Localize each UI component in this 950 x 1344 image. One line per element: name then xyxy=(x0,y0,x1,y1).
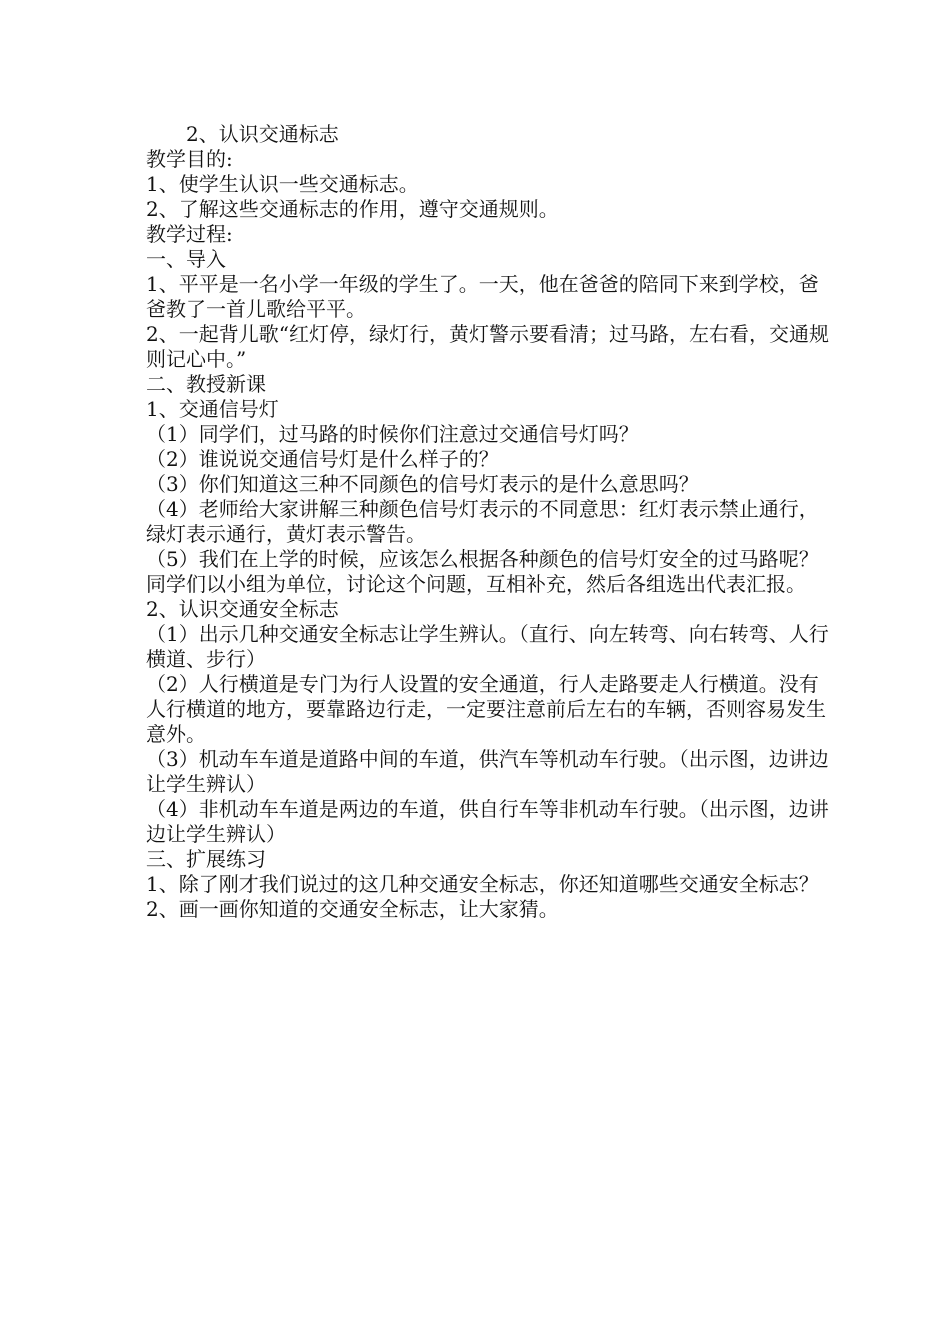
subsection-heading-traffic-lights: 1、交通信号灯 xyxy=(146,397,279,421)
section-heading-new-lesson: 二、教授新课 xyxy=(146,372,266,396)
paragraph: （5）我们在上学的时候，应该怎么根据各种颜色的信号灯安全的过马路呢？同学们以小组为单位，讨论这个问题，互相补充，然后各组选出代表汇报。 xyxy=(146,547,819,596)
paragraph: （3）机动车车道是道路中间的车道，供汽车等机动车行驶。（出示图，边讲边让学生辨认） xyxy=(146,747,829,796)
section-heading-extension: 三、扩展练习 xyxy=(146,847,266,871)
paragraph: （3）你们知道这三种不同颜色的信号灯表示的是什么意思吗？ xyxy=(146,472,699,496)
objective-item: 1、使学生认识一些交通标志。 xyxy=(146,172,419,196)
paragraph: （2）谁说说交通信号灯是什么样子的？ xyxy=(146,447,499,471)
objective-item: 2、了解这些交通标志的作用，遵守交通规则。 xyxy=(146,197,559,221)
paragraph: （1）出示几种交通安全标志让学生辨认。（直行、向左转弯、向右转弯、人行横道、步行） xyxy=(146,622,829,671)
paragraph: （4）非机动车车道是两边的车道，供自行车等非机动车行驶。（出示图，边讲边让学生辨认） xyxy=(146,797,829,846)
section-heading-objectives: 教学目的: xyxy=(146,147,233,171)
document-title: 2、认识交通标志 xyxy=(186,122,339,146)
paragraph: 2、画一画你知道的交通安全标志，让大家猜。 xyxy=(146,897,559,921)
paragraph: （4）老师给大家讲解三种颜色信号灯表示的不同意思：红灯表示禁止通行，绿灯表示通行，黄灯表示警告。 xyxy=(146,497,819,546)
subsection-heading-safety-signs: 2、认识交通安全标志 xyxy=(146,597,339,621)
paragraph: 2、一起背儿歌“红灯停，绿灯行，黄灯警示要看清；过马路，左右看，交通规则记心中。” xyxy=(146,322,829,371)
section-heading-intro: 一、导入 xyxy=(146,247,226,271)
paragraph: （1）同学们，过马路的时候你们注意过交通信号灯吗？ xyxy=(146,422,639,446)
paragraph: 1、平平是一名小学一年级的学生了。一天，他在爸爸的陪同下来到学校，爸爸教了一首儿歌给平平。 xyxy=(146,272,819,321)
section-heading-process: 教学过程: xyxy=(146,222,233,246)
paragraph: （2）人行横道是专门为行人设置的安全通道，行人走路要走人行横道。没有人行横道的地方，要靠路边行走，一定要注意前后左右的车辆，否则容易发生意外。 xyxy=(146,672,826,746)
paragraph: 1、除了刚才我们说过的这几种交通安全标志，你还知道哪些交通安全标志？ xyxy=(146,872,819,896)
document-body xyxy=(146,122,830,922)
